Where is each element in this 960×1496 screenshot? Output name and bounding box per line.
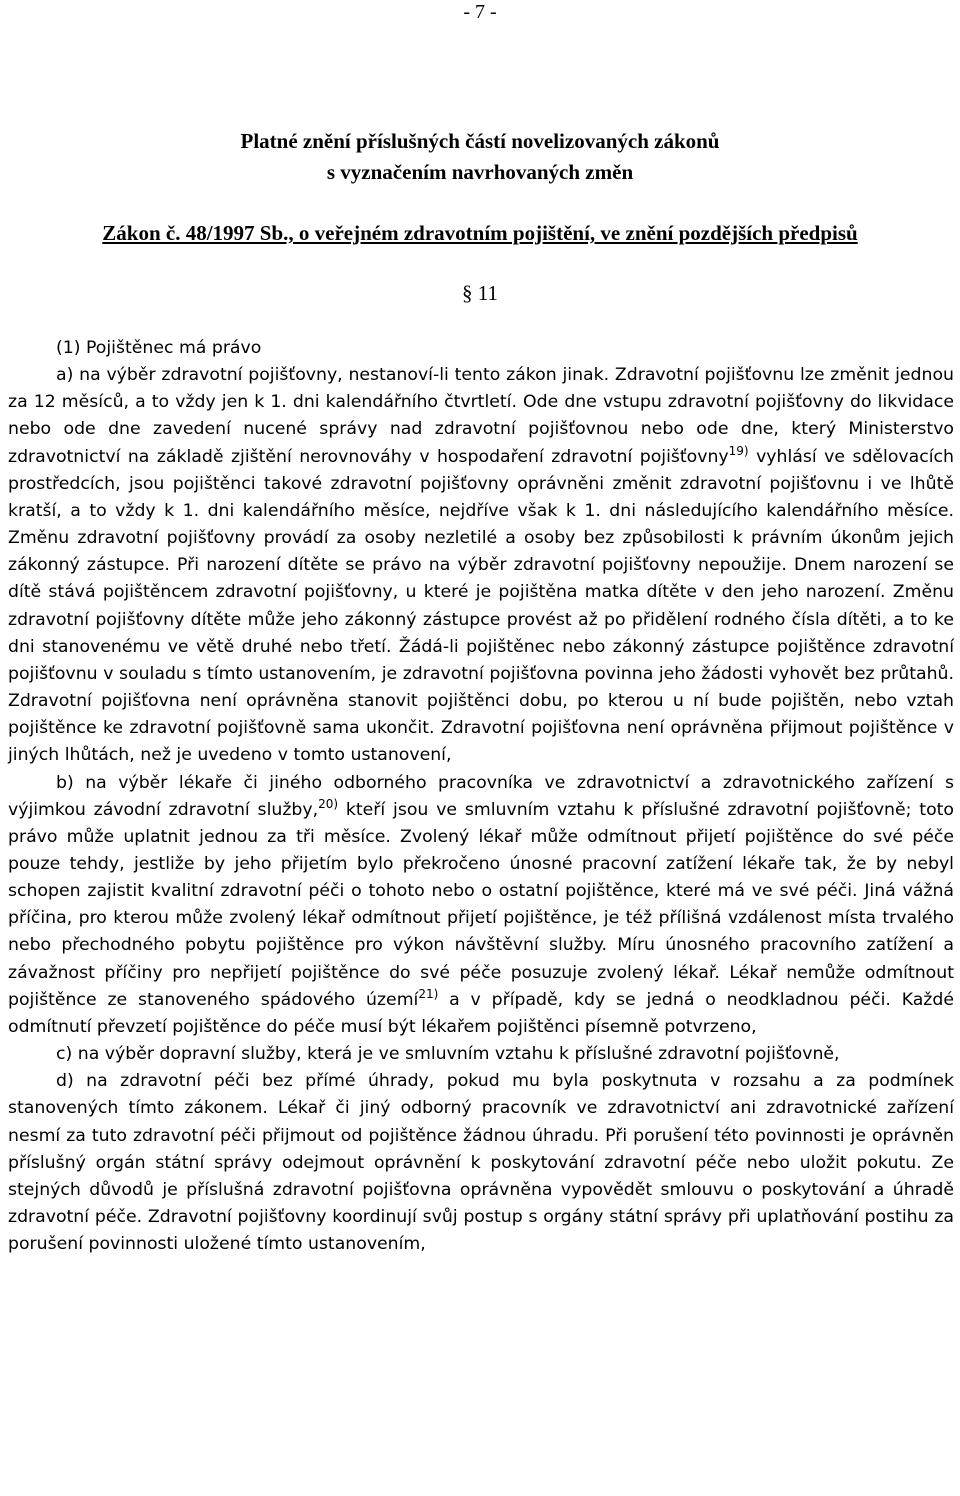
item-d: d) na zdravotní péči bez přímé úhrady, pokud mu byla poskytnuta v rozsahu a za podmínek stanovených tímto zákonem. Lékař či jiný odborný pracovník ve zdravotnictví ani zdravotnické zařízení nesmí za tuto zdravotní péči přijmout od pojištěnce žádnou úhradu. Při porušení této povinnosti je oprávněn příslušný orgán státní správy odejmout oprávnění k poskytování zdravotní péče nebo uložit pokutu. Ze stejných důvodů je příslušná zdravotní pojišťovna oprávněna vypovědět smlouvu o poskytování a úhradě zdravotní péče. Zdravotní pojišťovny koordinují svůj postup s orgány státní správy při uplatňování postihu za porušení povinnosti uložené tímto ustanovením, — [8, 1071, 954, 1255]
item-a-text-2: vyhlásí ve sdělovacích prostředcích, jsou pojištěnci takové zdravotní pojišťovny oprávněni změnit zdravotní pojišťovnu i ve lhůtě kratší, a to vždy k 1. dni kalendářního měsíce, nejdříve však k 1. dni následujícího kalendářního měsíce. Změnu zdravotní pojišťovny provádí za osoby nezletilé a osoby bez způsobilosti k právním úkonům jejich zákonný zástupce. Při narození dítěte se právo na výběr zdravotní pojišťovny nepoužije. Dnem narození se dítě stává pojištěncem zdravotní pojišťovny, u které je pojištěna matka dítěte v den jeho narození. Změnu zdravotní pojišťovny dítěte může jeho zákonný zástupce provést až po přidělení rodného čísla dítěti, a to ke dni stanovenému ve větě druhé nebo třetí. Žádá-li pojištěnec nebo zákonný zástupce pojištěnce zdravotní pojišťovnu v souladu s tímto ustanovením, je zdravotní pojišťovna povinna jeho žádosti vyhovět bez průtahů. Zdravotní pojišťovna není oprávněna stanovit pojištěnci dobu, po kterou u ní bude pojištěn, nebo vztah pojištěnce ke zdravotní pojišťovně sama ukončit. Zdravotní pojišťovna není oprávněna přijmout pojištěnce v jiných lhůtách, než je uvedeno v tomto ustanovení, — [8, 446, 954, 766]
page-number: - 7 - — [463, 1, 497, 23]
item-a — [8, 362, 954, 769]
heading-line-1: Platné znění příslušných částí novelizovaných zákonů — [240, 129, 720, 153]
item-b — [8, 770, 954, 1042]
footnote-ref-20: 20) — [318, 796, 339, 811]
paragraph-1-intro: (1) Pojištěnec má právo — [56, 338, 262, 358]
footnote-ref-21: 21) — [418, 986, 439, 1001]
item-b-text-1: b) na výběr lékaře či jiného odborného pracovníka ve zdravotnictví a zdravotnického zařízení s výjimkou závodní zdravotní služby, — [8, 772, 954, 820]
item-a-text-1: a) na výběr zdravotní pojišťovny, nestanoví-li tento zákon jinak. Zdravotní pojišťovnu lze změnit jednou za 12 měsíců, a to vždy jen k 1. dni kalendářního čtvrtletí. Ode dne vstupu zdravotní pojišťovny do likvidace nebo ode dne zavedení nucené správy nad zdravotní pojišťovnou nebo ode dne, který Ministerstvo zdravotnictví na základě zjištění nerovnováhy v hospodaření zdravotní pojišťovny — [8, 365, 954, 467]
body-text — [8, 335, 954, 1258]
document-heading — [0, 126, 960, 188]
item-b-text-2: kteří jsou ve smluvním vztahu k příslušné zdravotní pojišťovně; toto právo může uplatnit jednou za tři měsíce. Zvolený lékař může odmítnout přijetí pojištěnce do své péče pouze tehdy, jestliže by jeho přijetím bylo překročeno únosné pracovní zatížení lékaře tak, že by nebyl schopen zajistit kvalitní zdravotní péči o tohoto nebo o ostatní pojištěnce, které má ve své péči. Jiná vážná příčina, pro kterou může zvolený lékař odmítnout přijetí pojištěnce, je též přílišná vzdálenost místa trvalého nebo přechodného pobytu pojištěnce pro výkon návštěvní služby. Míru únosného pracovního zatížení a závažnost příčiny pro nepřijetí pojištěnce do své péče posuzuje zvolený lékař. Lékař nemůže odmítnout pojištěnce ze stanoveného spádového území — [8, 799, 955, 1010]
footnote-ref-19: 19) — [728, 443, 749, 458]
section-number: § 11 — [462, 281, 498, 305]
law-title: Zákon č. 48/1997 Sb., o veřejném zdravotním pojištění, ve znění pozdějších předpisů — [102, 221, 858, 245]
heading-line-2: s vyznačením navrhovaných změn — [326, 160, 634, 184]
item-b-text-3: a v případě, kdy se jedná o neodkladnou péči. Každé odmítnutí převzetí pojištěnce do péče musí být lékařem pojištěnci písemně potvrzeno, — [8, 989, 954, 1037]
item-c: c) na výběr dopravní služby, která je ve smluvním vztahu k příslušné zdravotní pojišťovně, — [56, 1044, 840, 1065]
